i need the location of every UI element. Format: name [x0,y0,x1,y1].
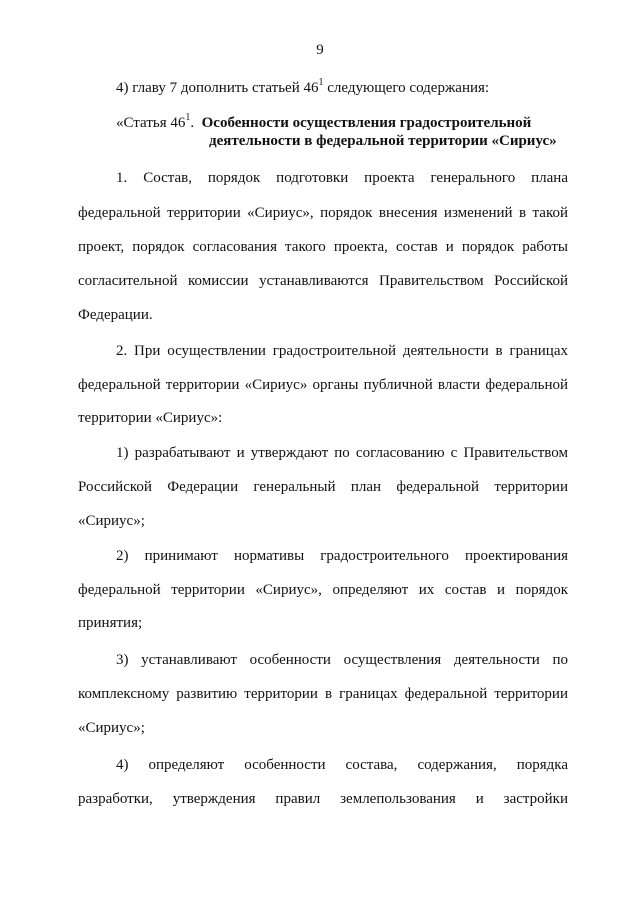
body-line: 1) разрабатывают и утверждают по согласованию с Правительством [116,445,568,461]
body-line: 4) определяют особенности состава, содержания, порядка [116,757,568,773]
body-line: 2) принимают нормативы градостроительного проектирования [116,548,568,564]
body-line: комплексному развитию территории в границах федеральной территории [78,686,568,702]
body-line: 1. Состав, порядок подготовки проекта генерального плана [116,170,568,186]
intro-text-before: 4) главу 7 дополнить статьей 46 [116,80,319,96]
body-line: 2. При осуществлении градостроительной деятельности в границах [116,343,568,359]
article-heading-line1 [116,114,568,132]
intro-text-after: следующего содержания: [323,80,490,96]
intro-line [116,79,568,97]
article-prefix: «Статья 46 [116,115,186,131]
body-line: согласительной комиссии устанавливаются Правительством Российской [78,273,568,289]
body-line: федеральной территории «Сириус» органы публичной власти федеральной [78,377,568,393]
article-superscript: 1 [185,112,191,123]
page-number: 9 [316,42,324,58]
article-dot: . [190,115,195,131]
body-line: территории «Сириус»: [78,410,223,426]
body-line: федеральной территории «Сириус», определяют их состав и порядок [78,582,568,598]
article-title-line2: деятельности в федеральной территории «Сириус» [209,133,557,149]
body-line: 3) устанавливают особенности осуществления деятельности по [116,652,568,668]
body-line: Российской Федерации генеральный план федеральной территории [78,479,568,495]
body-line: «Сириус»; [78,720,145,736]
body-line: Федерации. [78,307,153,323]
body-line: разработки, утверждения правил землепользования и застройки [78,791,568,807]
body-line: проект, порядок согласования такого проекта, состав и порядок работы [78,239,568,255]
body-line: «Сириус»; [78,513,145,529]
article-title-line1: Особенности осуществления градостроительной [201,115,532,131]
intro-superscript: 1 [318,77,324,88]
body-line: принятия; [78,615,143,631]
body-line: федеральной территории «Сириус», порядок внесения изменений в такой [78,205,568,221]
